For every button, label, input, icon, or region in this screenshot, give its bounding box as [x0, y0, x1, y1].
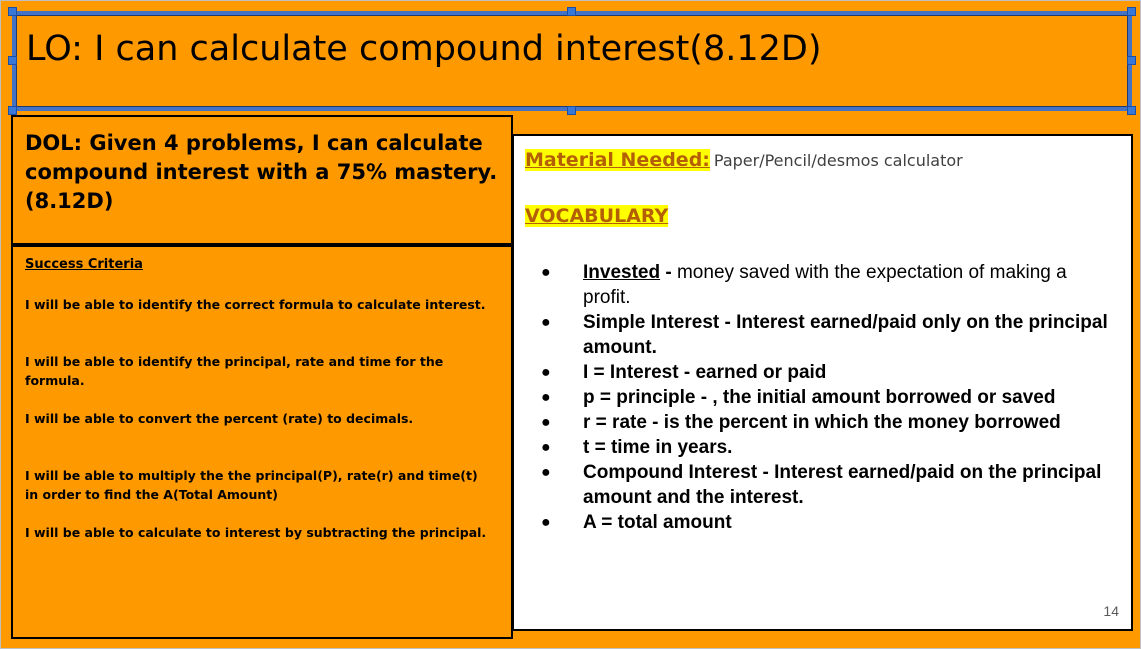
- vocabulary-item: [514, 310, 1124, 360]
- vocabulary-item: [514, 360, 1124, 385]
- dol-text: DOL: Given 4 problems, I can calculate compound interest with a 75% mastery. (8.12D): [25, 131, 498, 213]
- vocabulary-separator: -: [678, 362, 696, 383]
- dol-textbox[interactable]: [11, 115, 513, 245]
- vocabulary-term: t = time in years.: [583, 437, 733, 458]
- vocabulary-item: [514, 510, 1124, 535]
- bullet-icon: ●: [541, 439, 551, 456]
- title-textbox[interactable]: [12, 11, 1132, 111]
- success-criteria-item: I will be able to identify the principal, rate and time for the formula.: [25, 354, 444, 388]
- vocabulary-definition: earned or paid: [695, 362, 827, 383]
- vocabulary-list: [514, 260, 1124, 535]
- vocabulary-item: [514, 460, 1124, 510]
- success-criteria-item: I will be able to convert the percent (rate) to decimals.: [25, 411, 414, 426]
- vocabulary-definition: is the percent in which the money borrowed: [663, 412, 1061, 433]
- success-criteria-textbox[interactable]: [11, 245, 513, 639]
- resize-handle-bottom-left[interactable]: [8, 106, 17, 115]
- resize-handle-bottom-right[interactable]: [1127, 106, 1136, 115]
- bullet-icon: ●: [541, 264, 551, 281]
- bullet-icon: ●: [541, 414, 551, 431]
- success-criteria-heading: Success Criteria: [25, 257, 143, 272]
- bullet-icon: ●: [541, 364, 551, 381]
- vocabulary-separator: -: [646, 412, 664, 433]
- bullet-icon: ●: [541, 514, 551, 531]
- resize-handle-top-right[interactable]: [1127, 7, 1136, 16]
- vocabulary-item: [514, 410, 1124, 435]
- vocabulary-item: [514, 435, 1124, 460]
- resize-handle-top-left[interactable]: [8, 7, 17, 16]
- slide-title: LO: I can calculate compound interest(8.12D): [26, 29, 822, 69]
- vocabulary-term: Compound Interest: [583, 462, 758, 483]
- vocabulary-item: [514, 260, 1124, 310]
- vocabulary-term: p = principle: [583, 387, 696, 408]
- vocabulary-definition: money saved with the expectation of making a profit.: [583, 262, 1067, 308]
- vocabulary-item: [514, 385, 1124, 410]
- vocabulary-term: Invested: [583, 262, 661, 283]
- success-criteria-item: I will be able to calculate to interest by subtracting the principal.: [25, 525, 487, 540]
- success-criteria-item: I will be able to identify the correct formula to calculate interest.: [25, 297, 486, 312]
- materials-line: [525, 149, 963, 171]
- vocabulary-term: A = total amount: [583, 512, 732, 533]
- bullet-icon: ●: [541, 314, 551, 331]
- vocabulary-separator: -: [695, 387, 713, 408]
- vocabulary-separator: -: [757, 462, 775, 483]
- bullet-icon: ●: [541, 464, 551, 481]
- vocabulary-definition: Interest earned/paid on the principal amount and the interest.: [583, 462, 1102, 508]
- vocabulary-definition: , the initial amount borrowed or saved: [712, 387, 1056, 408]
- materials-value: Paper/Pencil/desmos calculator: [713, 151, 963, 170]
- bullet-icon: ●: [541, 389, 551, 406]
- vocabulary-term: I = Interest: [583, 362, 679, 383]
- success-criteria-item: I will be able to multiply the the principal(P), rate(r) and time(t) in order to find the A(Total Amount): [25, 468, 478, 502]
- resize-handle-middle-left[interactable]: [8, 56, 17, 65]
- vocabulary-term: Simple Interest: [583, 312, 720, 333]
- vocabulary-heading: VOCABULARY: [525, 205, 669, 227]
- materials-label: Material Needed:: [525, 149, 710, 171]
- vocabulary-separator: -: [719, 312, 737, 333]
- slide-number: 14: [1103, 603, 1119, 619]
- vocabulary-textbox[interactable]: [512, 134, 1133, 631]
- resize-handle-middle-right[interactable]: [1127, 56, 1136, 65]
- vocabulary-definition: Interest earned/paid only on the principal amount.: [583, 312, 1108, 358]
- resize-handle-bottom-center[interactable]: [567, 106, 576, 115]
- vocabulary-term: r = rate: [583, 412, 647, 433]
- resize-handle-top-center[interactable]: [567, 7, 576, 16]
- vocabulary-separator: -: [660, 262, 677, 283]
